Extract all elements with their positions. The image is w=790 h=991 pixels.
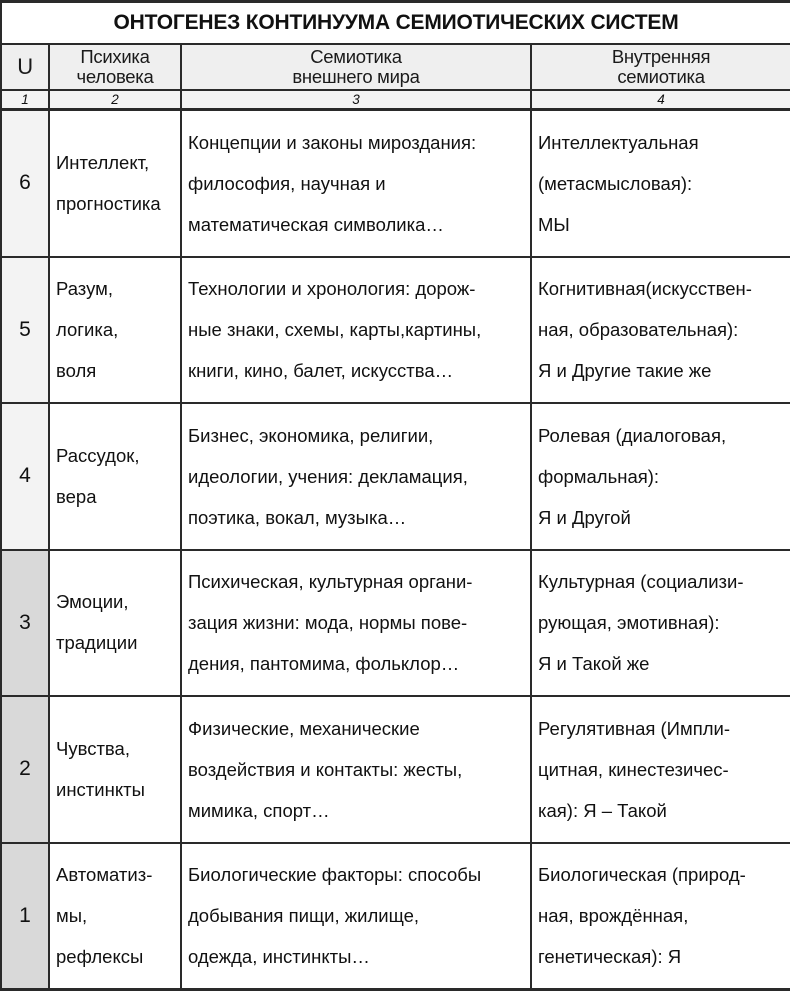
psyche-cell (49, 696, 181, 843)
column-header-level (1, 44, 49, 90)
header-line: Внутренняя (611, 46, 711, 67)
psyche-cell (49, 843, 181, 990)
cell-line: Бизнес, экономика, религии, (188, 424, 434, 446)
cell-line: добывания пищи, жилище, (188, 905, 420, 926)
cell-line: ные знаки, схемы, карты,картины, (188, 319, 482, 340)
external-semiotics-cell (181, 843, 531, 990)
cell-line: формальная): (538, 465, 660, 487)
cell-line: инстинкты (56, 778, 145, 800)
cell-line: Концепции и законы мироздания: (188, 131, 477, 153)
internal-semiotics-cell (531, 110, 790, 257)
column-number: 1 (1, 90, 49, 110)
external-semiotics-cell (181, 257, 531, 404)
cell-line: Автоматиз- (56, 863, 153, 885)
internal-semiotics-cell (531, 696, 790, 843)
cell-line: Интеллектуальная (538, 131, 699, 153)
column-number: 2 (49, 90, 181, 110)
cell-line: дения, пантомима, фольклор… (188, 653, 460, 674)
external-semiotics-cell (181, 110, 531, 257)
cell-line: генетическая): Я (538, 946, 682, 967)
cell-line: идеологии, учения: декламация, (188, 465, 468, 487)
cell-line: книги, кино, балет, искусства… (188, 360, 454, 381)
cell-line: философия, научная и (188, 172, 386, 194)
level-cell: 2 (1, 696, 49, 843)
column-header-psyche (49, 44, 181, 90)
cell-line: мы, (56, 904, 88, 926)
cell-line: Я и Другие такие же (538, 360, 712, 381)
table-title: ОНТОГЕНЕЗ КОНТИНУУМА СЕМИОТИЧЕСКИХ СИСТЕМ (1, 2, 790, 45)
table-row (1, 110, 790, 257)
column-number: 3 (181, 90, 531, 110)
cell-line: Психическая, культурная органи- (188, 571, 473, 592)
cell-line: традиции (56, 632, 138, 653)
cell-line: мимика, спорт… (188, 799, 330, 821)
cell-line: МЫ (538, 213, 570, 235)
cell-line: прогностика (56, 192, 161, 214)
level-cell: 3 (1, 550, 49, 697)
psyche-cell (49, 110, 181, 257)
cell-line: (метасмысловая): (538, 172, 693, 194)
level-cell: 1 (1, 843, 49, 990)
psyche-cell (49, 403, 181, 550)
header-line: Семиотика (310, 46, 402, 67)
cell-line: одежда, инстинкты… (188, 946, 370, 967)
header-line: семиотика (617, 66, 705, 87)
cell-line: Когнитивная(искусствен- (538, 278, 752, 299)
external-semiotics-cell (181, 403, 531, 550)
header-line: человека (76, 66, 154, 87)
cell-line: поэтика, вокал, музыка… (188, 506, 407, 528)
column-number: 4 (531, 90, 790, 110)
cell-line: Разум, (56, 277, 113, 299)
column-header-row (1, 44, 790, 90)
table-row (1, 696, 790, 843)
cell-line: цитная, кинестезичес- (538, 758, 729, 780)
external-semiotics-cell (181, 550, 531, 697)
cell-line: Технологии и хронология: дорож- (188, 278, 476, 299)
cell-line: рефлексы (56, 945, 144, 967)
psyche-cell (49, 257, 181, 404)
cell-line: логика, (56, 318, 119, 340)
header-line: U (17, 54, 33, 79)
cell-line: Я и Такой же (538, 653, 650, 674)
cell-line: Интеллект, (56, 151, 150, 173)
cell-line: ная, врождённая, (538, 905, 689, 926)
header-line: Психика (80, 46, 150, 67)
level-cell: 5 (1, 257, 49, 404)
cell-line: зация жизни: мода, нормы пове- (188, 612, 468, 633)
table-row (1, 257, 790, 404)
internal-semiotics-cell (531, 843, 790, 990)
header-line: внешнего мира (292, 66, 420, 87)
cell-line: Чувства, (56, 737, 130, 759)
cell-line: Физические, механические (188, 717, 420, 739)
table-row (1, 550, 790, 697)
psyche-cell (49, 550, 181, 697)
cell-line: Рассудок, (56, 444, 140, 466)
cell-line: воля (56, 359, 97, 381)
cell-line: рующая, эмотивная): (538, 612, 720, 633)
internal-semiotics-cell (531, 257, 790, 404)
cell-line: математическая символика… (188, 213, 444, 235)
column-header-external-semiotics (181, 44, 531, 90)
internal-semiotics-cell (531, 403, 790, 550)
cell-line: Регулятивная (Импли- (538, 717, 731, 739)
external-semiotics-cell (181, 696, 531, 843)
table-row (1, 843, 790, 990)
level-cell: 6 (1, 110, 49, 257)
table-row (1, 403, 790, 550)
internal-semiotics-cell (531, 550, 790, 697)
column-number-row (1, 90, 790, 110)
cell-line: Я и Другой (538, 506, 631, 528)
level-cell: 4 (1, 403, 49, 550)
cell-line: Биологическая (природ- (538, 864, 746, 885)
cell-line: кая): Я – Такой (538, 799, 667, 821)
title-row (1, 2, 790, 45)
cell-line: вера (56, 485, 97, 507)
cell-line: воздействия и контакты: жесты, (188, 758, 463, 780)
cell-line: Культурная (социализи- (538, 571, 744, 592)
cell-line: Ролевая (диалоговая, (538, 424, 727, 446)
column-header-internal-semiotics (531, 44, 790, 90)
cell-line: Эмоции, (56, 591, 129, 612)
cell-line: ная, образовательная): (538, 319, 739, 340)
cell-line: Биологические факторы: способы (188, 864, 482, 885)
